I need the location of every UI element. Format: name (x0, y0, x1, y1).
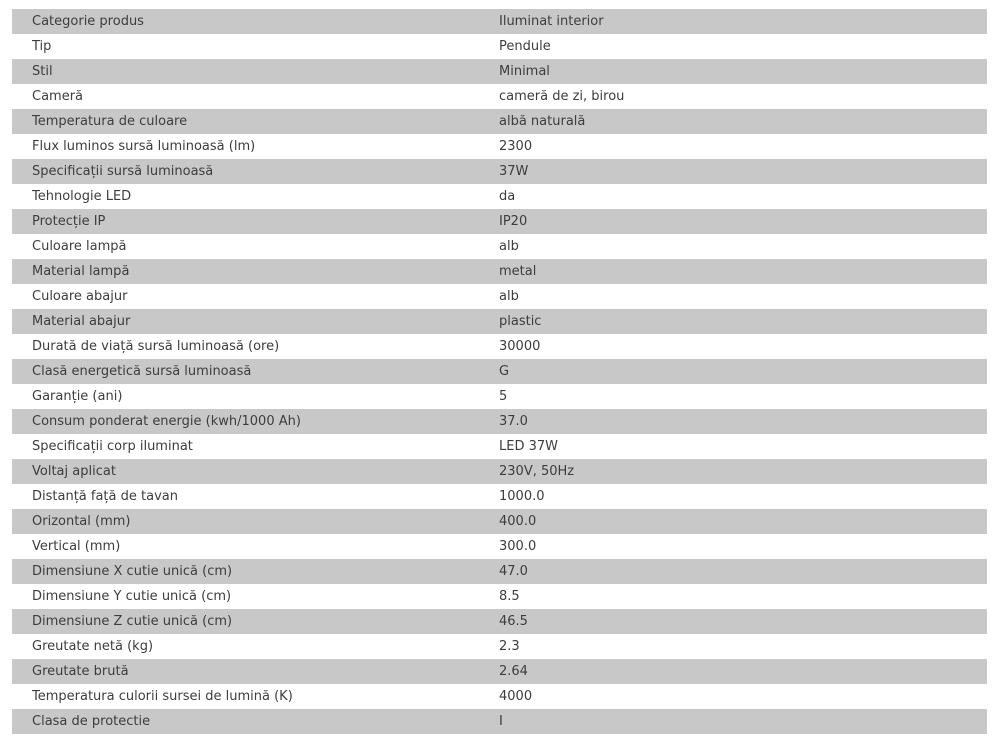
spec-label: Vertical (mm) (32, 539, 121, 554)
spec-value: 47.0 (499, 564, 528, 579)
spec-row-product-category (12, 9, 987, 34)
spec-row-shade-color (12, 284, 987, 309)
product-specs-table (12, 9, 987, 734)
spec-label: Specificații corp iluminat (32, 439, 193, 454)
spec-label: Clasa de protectie (32, 714, 151, 729)
spec-value: 37.0 (499, 414, 528, 429)
spec-row-box-dim-z (12, 609, 987, 634)
spec-value: IP20 (499, 214, 528, 229)
spec-value: metal (499, 264, 537, 279)
spec-label: Dimensiune X cutie unică (cm) (32, 564, 233, 579)
spec-value: plastic (499, 314, 542, 329)
spec-label: Protecție IP (32, 214, 106, 229)
spec-row-lifetime (12, 334, 987, 359)
spec-value: 230V, 50Hz (499, 464, 575, 479)
spec-row-light-source-spec (12, 159, 987, 184)
spec-value: Minimal (499, 64, 550, 79)
spec-value: 46.5 (499, 614, 528, 629)
spec-row-room (12, 84, 987, 109)
spec-label: Consum ponderat energie (kwh/1000 Ah) (32, 414, 301, 429)
spec-row-luminous-flux (12, 134, 987, 159)
spec-label: Categorie produs (32, 14, 144, 29)
spec-row-voltage (12, 459, 987, 484)
spec-value: 400.0 (499, 514, 537, 529)
spec-label: Culoare lampă (32, 239, 127, 254)
spec-value: albă naturală (499, 114, 586, 129)
spec-label: Tehnologie LED (32, 189, 132, 204)
spec-value: alb (499, 239, 519, 254)
spec-label: Durată de viață sursă luminoasă (ore) (32, 339, 280, 354)
spec-label: Greutate netă (kg) (32, 639, 154, 654)
spec-value: 8.5 (499, 589, 520, 604)
spec-label: Stil (32, 64, 53, 79)
spec-row-type (12, 34, 987, 59)
spec-label: Distanță față de tavan (32, 489, 178, 504)
spec-row-light-color-temperature (12, 684, 987, 709)
spec-row-shade-material (12, 309, 987, 334)
spec-value: I (499, 714, 503, 729)
spec-value: 2.64 (499, 664, 528, 679)
spec-row-energy-consumption (12, 409, 987, 434)
spec-value: alb (499, 289, 519, 304)
spec-label: Specificații sursă luminoasă (32, 164, 214, 179)
spec-row-net-weight (12, 634, 987, 659)
spec-label: Tip (32, 39, 52, 54)
spec-row-warranty (12, 384, 987, 409)
spec-row-style (12, 59, 987, 84)
spec-value: 2.3 (499, 639, 520, 654)
spec-row-box-dim-x (12, 559, 987, 584)
spec-value: da (499, 189, 516, 204)
spec-label: Temperatura culorii sursei de lumină (K) (32, 689, 293, 704)
spec-value: LED 37W (499, 439, 558, 454)
spec-value: 4000 (499, 689, 533, 704)
spec-row-ip-protection (12, 209, 987, 234)
spec-label: Culoare abajur (32, 289, 128, 304)
spec-label: Cameră (32, 89, 84, 104)
spec-value: 1000.0 (499, 489, 545, 504)
spec-label: Clasă energetică sursă luminoasă (32, 364, 252, 379)
spec-row-fixture-spec (12, 434, 987, 459)
spec-label: Orizontal (mm) (32, 514, 131, 529)
spec-row-gross-weight (12, 659, 987, 684)
spec-label: Material abajur (32, 314, 131, 329)
spec-label: Garanție (ani) (32, 389, 123, 404)
spec-row-lamp-material (12, 259, 987, 284)
spec-label: Material lampă (32, 264, 130, 279)
spec-row-ceiling-distance (12, 484, 987, 509)
spec-row-protection-class (12, 709, 987, 734)
spec-label: Dimensiune Z cutie unică (cm) (32, 614, 233, 629)
spec-value: Iluminat interior (499, 14, 604, 29)
spec-value: 37W (499, 164, 529, 179)
spec-label: Flux luminos sursă luminoasă (lm) (32, 139, 256, 154)
spec-label: Temperatura de culoare (32, 114, 188, 129)
spec-value: 2300 (499, 139, 533, 154)
spec-row-energy-class (12, 359, 987, 384)
spec-label: Dimensiune Y cutie unică (cm) (32, 589, 232, 604)
spec-value: 300.0 (499, 539, 537, 554)
spec-row-box-dim-y (12, 584, 987, 609)
spec-label: Voltaj aplicat (32, 464, 116, 479)
spec-value: G (499, 364, 510, 379)
spec-row-lamp-color (12, 234, 987, 259)
spec-row-color-temperature (12, 109, 987, 134)
spec-label: Greutate brută (32, 664, 129, 679)
spec-value: cameră de zi, birou (499, 89, 625, 104)
spec-value: Pendule (499, 39, 551, 54)
spec-value: 30000 (499, 339, 541, 354)
spec-value: 5 (499, 389, 508, 404)
spec-row-led-technology (12, 184, 987, 209)
spec-row-vertical (12, 534, 987, 559)
spec-row-horizontal (12, 509, 987, 534)
